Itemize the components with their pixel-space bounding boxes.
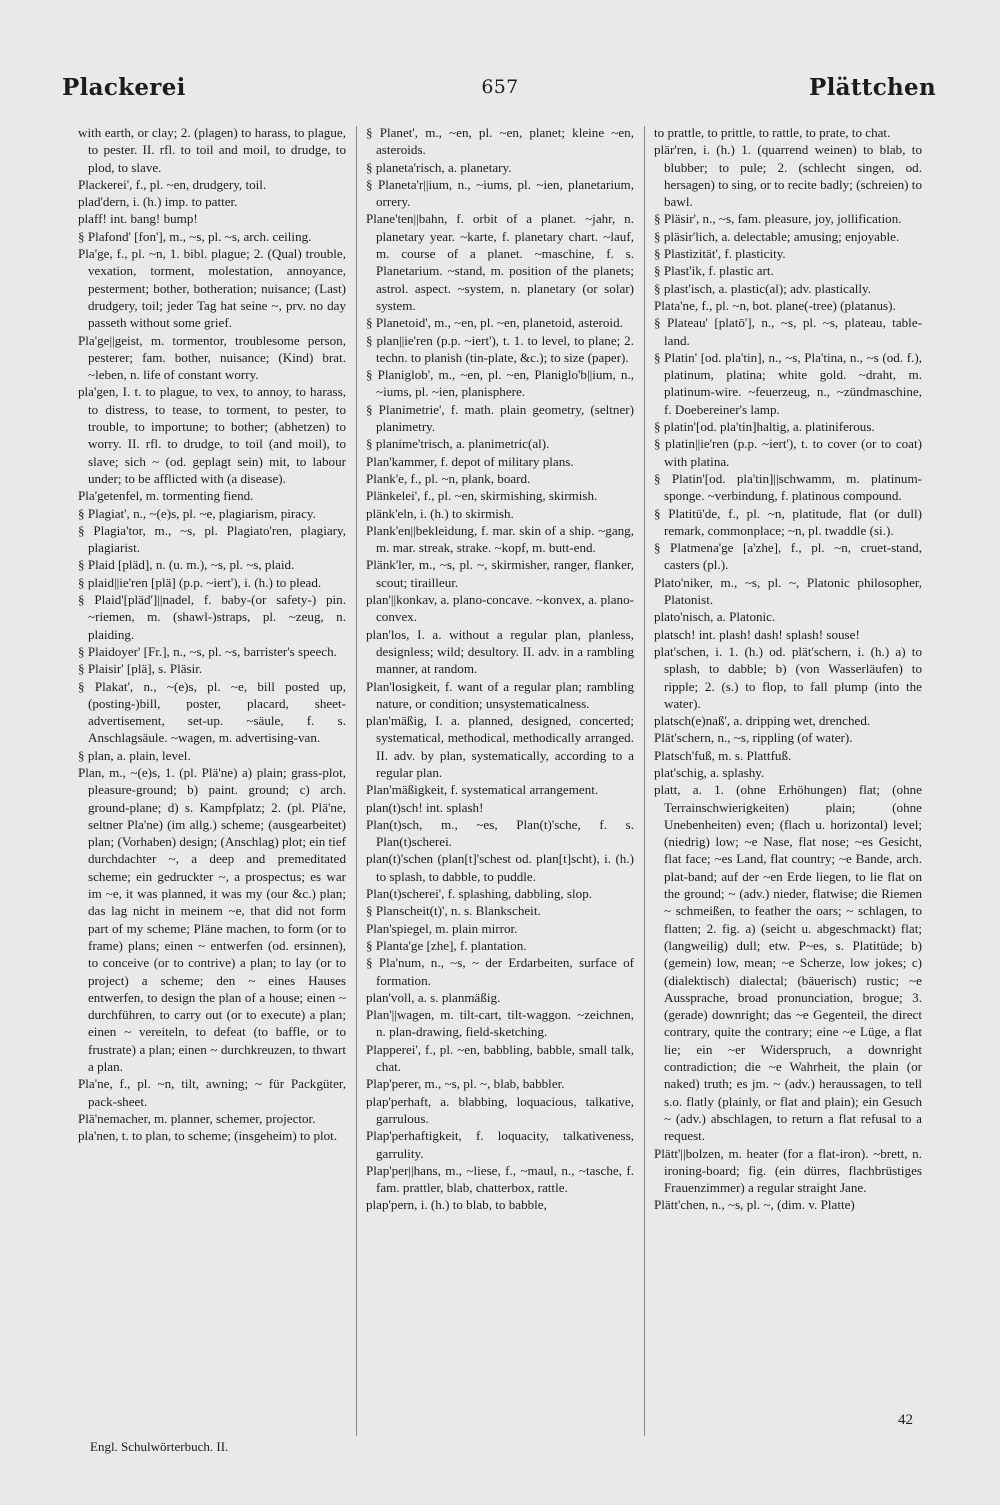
column-divider bbox=[644, 126, 645, 1436]
column-divider bbox=[356, 126, 357, 1436]
dictionary-entry: § Plagia'tor, m., ~s, pl. Plagiato'ren, plagiary, plagiarist. bbox=[78, 522, 346, 556]
dictionary-entry: § plaid||ie'ren [plä] (p.p. ~iert'), i. (h.) to plead. bbox=[78, 574, 322, 590]
dictionary-entry: Plap'per||hans, m., ~liese, f., ~maul, n., ~tasche, f. fam. prattler, blab, chatterbox, rattle. bbox=[366, 1162, 634, 1196]
dictionary-entry: Platsch'fuß, m. s. Plattfuß. bbox=[654, 747, 792, 763]
dictionary-entry: § Planta'ge [zhe], f. plantation. bbox=[366, 937, 527, 953]
dictionary-entry: § plast'isch, a. plastic(al); adv. plastically. bbox=[654, 280, 872, 296]
dictionary-entry: § Pläsir', n., ~s, fam. pleasure, joy, jollification. bbox=[654, 211, 902, 227]
dictionary-entry: Plap'perhaftigkeit, f. loquacity, talkativeness, garrulity. bbox=[366, 1128, 634, 1161]
dictionary-entry: § Plaid [pläd], n. (u. m.), ~s, pl. ~s, plaid. bbox=[78, 557, 295, 573]
dictionary-entry: Plan'kammer, f. depot of military plans. bbox=[366, 453, 574, 469]
dictionary-entry: to prattle, to prittle, to rattle, to prate, to chat. bbox=[654, 125, 891, 140]
dictionary-entry: platsch(e)naß', a. dripping wet, drenched. bbox=[654, 713, 871, 729]
dictionary-entry: Plan'losigkeit, f. want of a regular plan; rambling nature, or condition; unsystematicalness. bbox=[366, 678, 634, 711]
dictionary-entry: Plan'mäßigkeit, f. systematical arrangement. bbox=[366, 782, 599, 798]
dictionary-entry: § Planiglob', m., ~en, pl. ~en, Planiglo'b||ium, n., ~iums, pl. ~ien, planisphere. bbox=[366, 367, 634, 400]
dictionary-entry: § plan, a. plain, level. bbox=[78, 747, 191, 763]
dictionary-entry: Plata'ne, f., pl. ~n, bot. plane(-tree) (platanus). bbox=[654, 297, 896, 313]
dictionary-entry: § Platin' [od. pla'tin], n., ~s, Pla'tina, n., ~s (od. f.), platinum, platina; white gold. ~draht, m. platinum-wire. ~feuerzeug, n., ~zündmaschine, f. Doebereiner's lamp. bbox=[654, 349, 922, 417]
dictionary-entry: Plänkelei', f., pl. ~en, skirmishing, skirmish. bbox=[366, 488, 598, 504]
dictionary-entry: plan'||konkav, a. plano-concave. ~konvex, a. plano-convex. bbox=[366, 592, 634, 625]
dictionary-entry: § Plateau' [platō'], n., ~s, pl. ~s, plateau, table-land. bbox=[654, 315, 922, 348]
dictionary-entry: with earth, or clay; 2. (plagen) to harass, to plague, to pester. II. rfl. to toil and moil, to drudge, to plod, to slave. bbox=[78, 125, 346, 175]
dictionary-entry: platt, a. 1. (ohne Erhöhungen) flat; (ohne Terrainschwierigkeiten) plain; (ohne Unebenheiten) even; (flach u. horizontal) level; (niedrig) low; ~e Nase, flat nose; ~es Gesicht, flat face; ~es Land, flat country; ~e Bande, arch. plat-band; auf der ~en Erde liegen, to lie flat on the ground; ~ (adv.) nieder, flatwise; die Riemen ~ schmeißen, to feather the oars; ~ schlagen, to flatten; 2. fig. a) (seicht u. abgeschmackt) flat; (langweilig) dull; etw. P~es, s. Platitüde; b) (gemein) low, mean; ~e Scherze, low jokes; c) (dialektisch) dialectal; (bäuerisch) rustic; ~e Aussprache, broad pronunciation, brogue; 3. (gerade) downright; das ~e Gegenteil, the direct contrary, quite the contrary; eine ~e Lüge, a flat lie; ein ~er Widerspruch, a downright contradiction; die ~e Wahrheit, the plain (or naked) truth; es jm. ~ (adv.) heraussagen, to tell s.o. flatly (plainly, or flat and plain); ein Gesuch ~ (adv.) abschlagen, to return a flat refusal to a request. bbox=[654, 782, 922, 1144]
dictionary-entry: § Planeta'r||ium, n., ~iums, pl. ~ien, planetarium, orrery. bbox=[366, 176, 634, 210]
page-number: 657 bbox=[481, 76, 519, 98]
dictionary-entry: § Planimetrie', f. math. plain geometry, (seltner) planimetry. bbox=[366, 401, 634, 435]
dictionary-entry: Plane'ten||bahn, f. orbit of a planet. ~jahr, n. planetary year. ~karte, f. planetary chart. ~lauf, m. course of a planet. ~maschine, f. s. Planetarium. ~stand, m. position of the planets; astrol. aspect. ~system, n. planetary (or solar) system. bbox=[366, 211, 634, 313]
dictionary-entry: plänk'eln, i. (h.) to skirmish. bbox=[366, 505, 514, 521]
dictionary-entry: § Pla'num, n., ~s, ~ der Erdarbeiten, surface of formation. bbox=[366, 955, 634, 988]
column-middle bbox=[366, 124, 634, 1429]
dictionary-entry: Plank'e, f., pl. ~n, plank, board. bbox=[366, 470, 531, 486]
dictionary-entry: Plackerei', f., pl. ~en, drudgery, toil. bbox=[78, 176, 267, 192]
dictionary-entry: § Planet', m., ~en, pl. ~en, planet; kleine ~en, asteroids. bbox=[366, 125, 634, 158]
dictionary-entry: Plätt'||bolzen, m. heater (for a flat-iron). ~brett, n. ironing-board; fig. (ein dürres, flachbrüstiges Frauenzimmer) a regular straight Jane. bbox=[654, 1145, 922, 1196]
dictionary-entry: Plänk'ler, m., ~s, pl. ~, skirmisher, ranger, flanker, scout; tirailleur. bbox=[366, 557, 634, 590]
dictionary-entry: plan(t)'schen (plan[t]'schest od. plan[t]scht), i. (h.) to splash, to dabble, to puddle. bbox=[366, 851, 634, 884]
dictionary-entry: § Plaisir' [plä], s. Pläsir. bbox=[78, 661, 203, 677]
dictionary-entry: Plank'en||bekleidung, f. mar. skin of a ship. ~gang, m. mar. streak, strake. ~kopf, m. butt-end. bbox=[366, 522, 634, 556]
dictionary-entry: Plan(t)scherei', f. splashing, dabbling, slop. bbox=[366, 886, 593, 902]
dictionary-entry: § planeta'risch, a. planetary. bbox=[366, 159, 512, 175]
dictionary-entry: Plätt'chen, n., ~s, pl. ~, (dim. v. Platte) bbox=[654, 1197, 855, 1213]
dictionary-entry: Plan'||wagen, m. tilt-cart, tilt-waggon. ~zeichnen, n. plan-drawing, field-sketching. bbox=[366, 1007, 634, 1040]
dictionary-entry: plan'los, I. a. without a regular plan, planless, designless; wild; desultory. II. adv. in a rambling manner, at random. bbox=[366, 626, 634, 677]
dictionary-entry: Plan'spiegel, m. plain mirror. bbox=[366, 920, 518, 936]
dictionary-entry: Plan(t)sch, m., ~es, Plan(t)'sche, f. s. Plan(t)scherei. bbox=[366, 816, 634, 850]
dictionary-entry: § Plagiat', n., ~(e)s, pl. ~e, plagiarism, piracy. bbox=[78, 505, 316, 521]
running-head-left: Plackerei bbox=[62, 74, 186, 101]
dictionary-entry: § Platin'[od. pla'tin]||schwamm, m. platinum-sponge. ~verbindung, f. platinous compound. bbox=[654, 470, 922, 504]
dictionary-entry: § plan||ie'ren (p.p. ~iert'), t. 1. to level, to plane; 2. techn. to planish (tin-plate, &c.); to size (paper). bbox=[366, 332, 634, 365]
footer-source: Engl. Schulwörterbuch. II. bbox=[90, 1439, 229, 1454]
dictionary-entry: § pläsir'lich, a. delectable; amusing; enjoyable. bbox=[654, 228, 900, 244]
dictionary-entry: Plät'schern, n., ~s, rippling (of water). bbox=[654, 730, 853, 746]
dictionary-entry: plaff! int. bang! bump! bbox=[78, 211, 198, 227]
running-head-right: Plättchen bbox=[809, 74, 936, 101]
dictionary-entry: plan(t)sch! int. splash! bbox=[366, 799, 484, 815]
dictionary-entry: Plato'niker, m., ~s, pl. ~, Platonic philosopher, Platonist. bbox=[654, 574, 922, 608]
column-right bbox=[654, 124, 922, 1404]
dictionary-entry: § platin'[od. pla'tin]haltig, a. platiniferous. bbox=[654, 419, 875, 435]
dictionary-entry: § Plast'ik, f. plastic art. bbox=[654, 263, 774, 279]
dictionary-entry: § Plakat', n., ~(e)s, pl. ~e, bill posted up, (posting-)bill, poster, placard, sheet-advertisement, set-up. ~säule, f. s. Anschlagsäule. ~wagen, m. advertising-van. bbox=[78, 678, 346, 746]
dictionary-entry: § Plaidoyer' [Fr.], n., ~s, pl. ~s, barrister's speech. bbox=[78, 643, 337, 659]
dictionary-entry: Plan, m., ~(e)s, 1. (pl. Plä'ne) a) plain; grass-plot, pleasure-ground; b) paint. ground; c) arch. ground-plane; d) s. Kampfplatz; 2. (pl. Plä'ne, seltner Pla'ne) (im allg.) scheme; (ausgearbeitet) plan; (Vorhaben) design; (Anschlag) plot; ein tief durchdachter ~, a deep and premeditated scheme; ein gedruckter ~, a prospectus; es war im ~e, it was planned, it was my (our &c.) plan; das lag nicht in meinem ~e, that did not form part of my scheme; Pläne machen, to form (or to frame) plans; einen ~ entwerfen (od. ersinnen), to conceive (or to contrive) a plan; to lay (or to project) a scheme; den ~ eines Hauses entwerfen, to design the plan of a house; einen ~ durchführen, to carry out (or to execute) a plan; einen ~ vereiteln, to defeat (to baffle, or to frustrate) a plan; einen ~ durchkreuzen, to thwart a plan. bbox=[78, 764, 346, 1075]
dictionary-entry: § Platitü'de, f., pl. ~n, platitude, flat (or dull) remark, commonplace; ~n, pl. twaddle (si.). bbox=[654, 505, 922, 538]
dictionary-entry: Plapperei', f., pl. ~en, babbling, babble, small talk, chat. bbox=[366, 1041, 634, 1075]
dictionary-entry: § Plastizität', f. plasticity. bbox=[654, 246, 786, 262]
dictionary-entry: plär'ren, i. (h.) 1. (quarrend weinen) to blab, to blubber; to pule; 2. (schlecht singen, od. hersagen) to sing, or to recite badly; (schreien) to bawl. bbox=[654, 142, 922, 210]
dictionary-entry: Plap'perer, m., ~s, pl. ~, blab, babbler. bbox=[366, 1076, 565, 1092]
dictionary-entry: plan'voll, a. s. planmäßig. bbox=[366, 989, 501, 1005]
dictionary-entry: plat'schen, i. 1. (h.) od. plät'schern, i. (h.) a) to splash, to dabble; b) (von Wasserläufen) to ripple; 2. (s.) to flop, to fall plump (into the water). bbox=[654, 643, 922, 711]
dictionary-entry: § planime'trisch, a. planimetric(al). bbox=[366, 436, 550, 452]
dictionary-entry: § Plaid'[pläd']||nadel, f. baby-(or safety-) pin. ~riemen, m. (shawl-)straps, pl. ~zeug, n. plaiding. bbox=[78, 592, 346, 642]
dictionary-entry: plato'nisch, a. Platonic. bbox=[654, 609, 776, 625]
dictionary-entry: Pla'getenfel, m. tormenting fiend. bbox=[78, 488, 254, 504]
dictionary-entry: platsch! int. plash! dash! splash! souse! bbox=[654, 626, 860, 642]
signature-mark: 42 bbox=[898, 1412, 913, 1428]
dictionary-entry: plap'perhaft, a. blabbing, loquacious, talkative, garrulous. bbox=[366, 1093, 634, 1126]
dictionary-entry: plan'mäßig, I. a. planned, designed, concerted; systematical, methodical, methodically arranged. II. adv. by plan, systematically, according to a regular plan. bbox=[366, 713, 634, 780]
dictionary-entry: Pla'ge, f., pl. ~n, 1. bibl. plague; 2. (Qual) trouble, vexation, torment, molestation, annoyance, pesterment; bother, botheration; nuisance; (Last) drudgery, toil; jeder Tag hat seine ~, prv. no day passeth without some grief. bbox=[78, 246, 346, 331]
dictionary-entry: § Planscheit(t)', n. s. Blankscheit. bbox=[366, 903, 541, 919]
dictionary-entry: § platin||ie'ren (p.p. ~iert'), t. to cover (or to coat) with platina. bbox=[654, 436, 922, 469]
dictionary-entry: plat'schig, a. splashy. bbox=[654, 764, 765, 780]
column-left bbox=[78, 124, 346, 1429]
dictionary-entry: § Plafond' [fon'], m., ~s, pl. ~s, arch. ceiling. bbox=[78, 228, 312, 244]
dictionary-entry: pla'gen, I. t. to plague, to vex, to annoy, to harass, to distress, to tease, to torment, to pester, to trouble, to importune; to bother; (abhetzen) to worry. II. rfl. to drudge, to toil (and moil), to slave; sich ~ (od. geplagt sein) mit, to labour under; to be afflicted with (a disease). bbox=[78, 384, 346, 486]
dictionary-entry: plap'pern, i. (h.) to blab, to babble, bbox=[366, 1197, 547, 1213]
dictionary-entry: Pla'ne, f., pl. ~n, tilt, awning; ~ für Packgüter, pack-sheet. bbox=[78, 1076, 346, 1109]
dictionary-entry: § Planetoid', m., ~en, pl. ~en, planetoid, asteroid. bbox=[366, 315, 623, 331]
dictionary-entry: § Platmena'ge [a'zhe], f., pl. ~n, cruet-stand, casters (pl.). bbox=[654, 540, 922, 573]
dictionary-entry: plad'dern, i. (h.) imp. to patter. bbox=[78, 194, 238, 210]
dictionary-entry: pla'nen, t. to plan, to scheme; (insgeheim) to plot. bbox=[78, 1128, 338, 1144]
dictionary-entry: Plä'nemacher, m. planner, schemer, projector. bbox=[78, 1110, 316, 1126]
dictionary-entry: Pla'ge||geist, m. tormentor, troublesome person, pesterer; fam. bother, nuisance; (Kind) brat. ~leben, n. life of constant worry. bbox=[78, 332, 346, 383]
